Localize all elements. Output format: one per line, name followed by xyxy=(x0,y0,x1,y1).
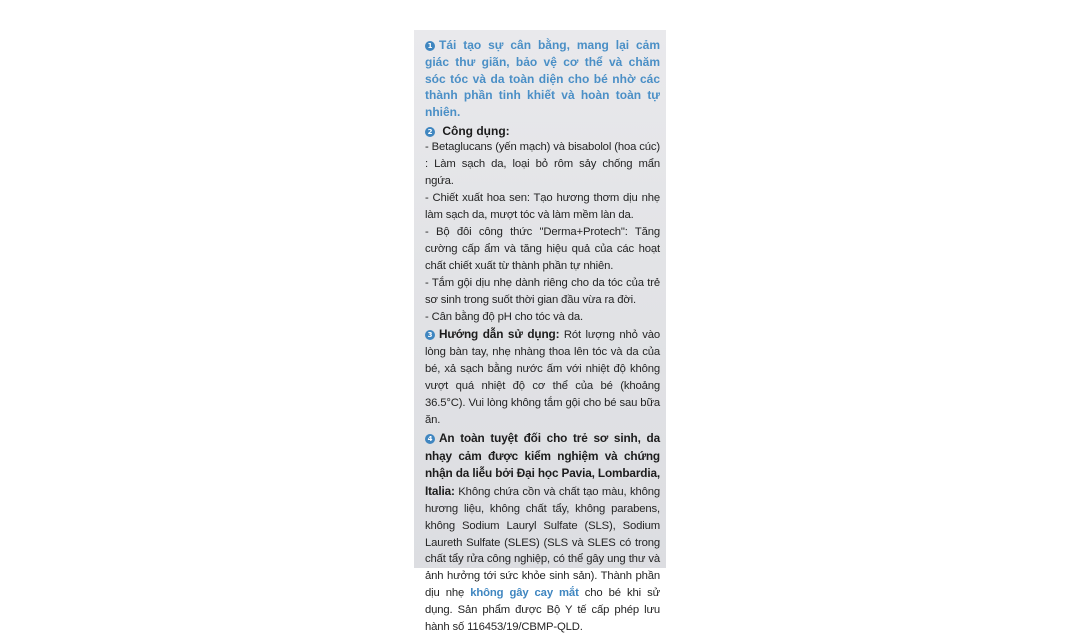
section-1 xyxy=(424,37,660,121)
number-badge-3: 3 xyxy=(425,330,435,340)
section-2-heading: Công dụng: xyxy=(442,123,510,138)
usage-item: - Betaglucans (yến mạch) và bisabolol (hoa cúc) : Làm sạch da, loại bỏ rôm sảy chống mẩn ngứa. xyxy=(425,141,660,188)
usage-item: - Bộ đôi công thức "Derma+Protech": Tăng cường cấp ẩm và tăng hiệu quả của các hoạt chất chiết xuất từ thành phần tự nhiên. xyxy=(425,226,660,272)
section-4-text-after: cho bé khi sử dụng. Sản phẩm được Bộ Y tế cấp phép lưu hành số 116453/19/CBMP-QLD. xyxy=(425,587,660,633)
number-badge-4: 4 xyxy=(425,434,435,444)
section-3-paragraph xyxy=(425,326,660,428)
usage-item: - Chiết xuất hoa sen: Tạo hương thơm dịu nhẹ làm sạch da, mượt tóc và làm mềm làn da. xyxy=(425,192,660,222)
no-eye-sting-highlight: không gây cay mắt xyxy=(470,587,579,600)
section-4-paragraph xyxy=(425,430,660,635)
section-4-lead: An toàn tuyệt đối cho trẻ sơ sinh, da nhạy cảm được kiểm nghiệm và chứng nhận da liễu bởi Đại học Pavia, Lombardia, Italia: xyxy=(425,430,660,499)
section-2-usage xyxy=(424,123,660,325)
section-4-safety xyxy=(424,430,660,635)
product-label-panel xyxy=(414,30,666,633)
section-1-text: Tái tạo sự cân bằng, mang lại cảm giác thư giãn, bảo vệ cơ thể và chăm sóc tóc và da toàn diện cho bé nhờ các thành phần tinh khiết và hoàn toàn tự nhiên. xyxy=(425,38,660,120)
number-badge-1: 1 xyxy=(425,41,435,51)
section-3-heading: Hướng dẫn sử dụng: xyxy=(439,327,560,342)
section-4-text-before: Không chứa cồn và chất tạo màu, không hương liệu, không chất tẩy, không parabens, không Sodium Lauryl Sulfate (SLS), Sodium Laureth Sulfate (SLES) (SLS và SLES có trong chất tẩy rửa công nghiệp, có thể gây ung thư và ảnh hưởng tới sức khỏe sinh sản). Thành phần dịu nhẹ xyxy=(425,486,660,600)
usage-item: - Cân bằng độ pH cho tóc và da. xyxy=(425,310,584,323)
section-3-instructions xyxy=(424,326,660,428)
usage-item: - Tắm gội dịu nhẹ dành riêng cho da tóc của trẻ sơ sinh trong suốt thời gian đầu vừa ra đời. xyxy=(425,276,660,306)
section-2-heading-row xyxy=(425,123,660,140)
number-badge-2: 2 xyxy=(425,127,435,137)
section-3-text: Rót lượng nhỏ vào lòng bàn tay, nhẹ nhàng thoa lên tóc và da của bé, xả sạch bằng nước ấm với nhiệt độ không vượt quá nhiệt độ cơ thể của bé (khoảng 36.5°C). Vui lòng không tắm gội cho bé sau bữa ăn. xyxy=(425,329,660,426)
